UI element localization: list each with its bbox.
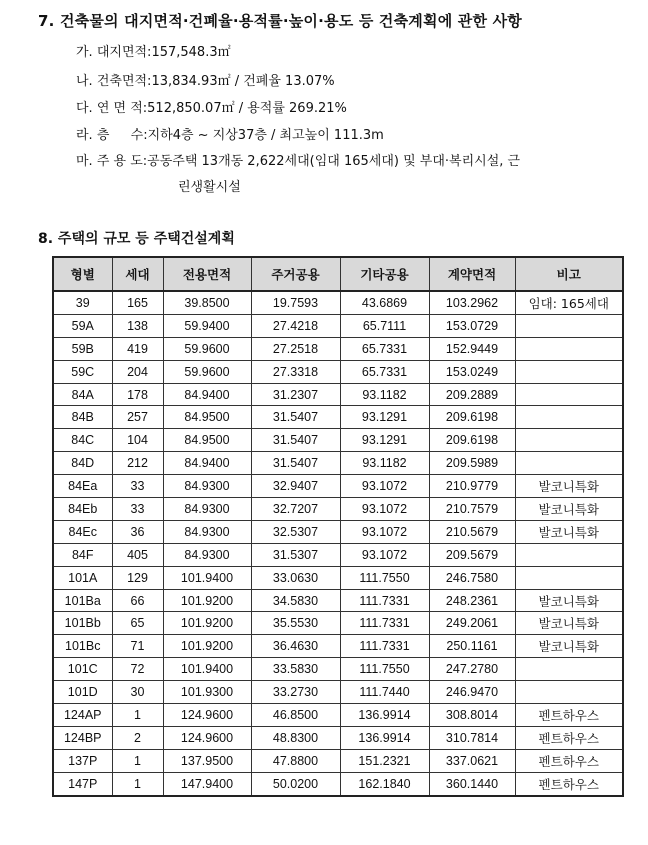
cell-exclusive-area: 101.9400 xyxy=(163,566,251,589)
cell-remarks: 펜트하우스 xyxy=(515,704,623,727)
cell-other-common: 43.6869 xyxy=(340,291,429,314)
item-value: 13,834.93㎡ / 건폐율 13.07% xyxy=(151,74,335,89)
cell-units: 33 xyxy=(112,498,163,521)
cell-type: 84B xyxy=(53,406,112,429)
cell-residential-common: 47.8800 xyxy=(251,749,340,772)
cell-units: 65 xyxy=(112,612,163,635)
cell-contract-area: 209.5989 xyxy=(429,452,515,475)
cell-type: 101Ba xyxy=(53,589,112,612)
header-remarks: 비고 xyxy=(515,257,623,291)
cell-type: 124BP xyxy=(53,726,112,749)
cell-contract-area: 153.0729 xyxy=(429,314,515,337)
table-row xyxy=(53,681,623,704)
table-row xyxy=(53,772,623,795)
cell-residential-common: 31.5407 xyxy=(251,429,340,452)
table-row xyxy=(53,498,623,521)
cell-units: 66 xyxy=(112,589,163,612)
cell-units: 129 xyxy=(112,566,163,589)
table-row xyxy=(53,314,623,337)
cell-type: 84Eb xyxy=(53,498,112,521)
cell-remarks xyxy=(515,681,623,704)
cell-contract-area: 153.0249 xyxy=(429,360,515,383)
cell-type: 84C xyxy=(53,429,112,452)
cell-contract-area: 310.7814 xyxy=(429,726,515,749)
cell-contract-area: 337.0621 xyxy=(429,749,515,772)
cell-exclusive-area: 124.9600 xyxy=(163,726,251,749)
table-row xyxy=(53,406,623,429)
cell-remarks xyxy=(515,429,623,452)
item-value: 512,850.07㎡ / 용적률 269.21% xyxy=(147,101,347,116)
header-exclusive-area: 전용면적 xyxy=(163,257,251,291)
cell-units: 257 xyxy=(112,406,163,429)
cell-type: 59C xyxy=(53,360,112,383)
table-row xyxy=(53,704,623,727)
cell-residential-common: 36.4630 xyxy=(251,635,340,658)
cell-residential-common: 19.7593 xyxy=(251,291,340,314)
cell-other-common: 93.1072 xyxy=(340,475,429,498)
item-site-area xyxy=(76,41,231,60)
cell-other-common: 65.7331 xyxy=(340,360,429,383)
cell-other-common: 65.7331 xyxy=(340,337,429,360)
cell-exclusive-area: 39.8500 xyxy=(163,291,251,314)
cell-other-common: 93.1291 xyxy=(340,406,429,429)
cell-type: 59A xyxy=(53,314,112,337)
cell-units: 1 xyxy=(112,749,163,772)
cell-type: 59B xyxy=(53,337,112,360)
item-value: 공동주택 13개동 2,622세대(임대 165세대) 및 부대·복리시설, 근 xyxy=(147,154,521,169)
item-label: 나. 건축면적: xyxy=(76,74,152,89)
cell-remarks: 펜트하우스 xyxy=(515,749,623,772)
cell-residential-common: 32.9407 xyxy=(251,475,340,498)
cell-remarks xyxy=(515,360,623,383)
cell-units: 419 xyxy=(112,337,163,360)
cell-units: 30 xyxy=(112,681,163,704)
cell-other-common: 111.7550 xyxy=(340,658,429,681)
cell-other-common: 111.7331 xyxy=(340,589,429,612)
cell-remarks: 발코니특화 xyxy=(515,498,623,521)
housing-plan-table xyxy=(52,256,624,797)
table-row xyxy=(53,360,623,383)
cell-units: 36 xyxy=(112,520,163,543)
item-floors xyxy=(76,124,384,143)
cell-residential-common: 35.5530 xyxy=(251,612,340,635)
cell-remarks: 발코니특화 xyxy=(515,475,623,498)
cell-residential-common: 32.5307 xyxy=(251,520,340,543)
cell-exclusive-area: 101.9200 xyxy=(163,612,251,635)
item-total-floor-area xyxy=(76,97,347,116)
cell-remarks: 발코니특화 xyxy=(515,520,623,543)
table-row xyxy=(53,337,623,360)
cell-exclusive-area: 84.9300 xyxy=(163,520,251,543)
cell-contract-area: 103.2962 xyxy=(429,291,515,314)
table-row xyxy=(53,589,623,612)
cell-exclusive-area: 84.9400 xyxy=(163,383,251,406)
cell-other-common: 93.1072 xyxy=(340,498,429,521)
cell-residential-common: 31.5307 xyxy=(251,543,340,566)
cell-type: 101D xyxy=(53,681,112,704)
cell-type: 147P xyxy=(53,772,112,795)
cell-units: 178 xyxy=(112,383,163,406)
cell-exclusive-area: 84.9500 xyxy=(163,429,251,452)
cell-contract-area: 209.2889 xyxy=(429,383,515,406)
cell-contract-area: 249.2061 xyxy=(429,612,515,635)
table-row xyxy=(53,566,623,589)
table-row xyxy=(53,291,623,314)
cell-exclusive-area: 101.9400 xyxy=(163,658,251,681)
cell-other-common: 111.7550 xyxy=(340,566,429,589)
cell-contract-area: 246.9470 xyxy=(429,681,515,704)
cell-type: 101Bb xyxy=(53,612,112,635)
cell-other-common: 65.7111 xyxy=(340,314,429,337)
cell-remarks xyxy=(515,543,623,566)
cell-contract-area: 250.1161 xyxy=(429,635,515,658)
cell-remarks: 펜트하우스 xyxy=(515,772,623,795)
cell-exclusive-area: 101.9200 xyxy=(163,635,251,658)
cell-exclusive-area: 59.9600 xyxy=(163,337,251,360)
cell-remarks: 펜트하우스 xyxy=(515,726,623,749)
cell-type: 124AP xyxy=(53,704,112,727)
cell-contract-area: 209.6198 xyxy=(429,429,515,452)
cell-type: 84F xyxy=(53,543,112,566)
cell-remarks xyxy=(515,383,623,406)
cell-exclusive-area: 84.9300 xyxy=(163,543,251,566)
cell-remarks: 발코니특화 xyxy=(515,635,623,658)
header-contract-area: 계약면적 xyxy=(429,257,515,291)
cell-type: 101Bc xyxy=(53,635,112,658)
cell-units: 33 xyxy=(112,475,163,498)
section-7-title: 7. 건축물의 대지면적·건폐율·용적률·높이·용도 등 건축계획에 관한 사항 xyxy=(38,12,522,30)
item-label: 다. 연 면 적: xyxy=(76,101,148,116)
cell-units: 1 xyxy=(112,704,163,727)
cell-contract-area: 209.6198 xyxy=(429,406,515,429)
item-value: 지하4층 ~ 지상37층 / 최고높이 111.3m xyxy=(147,128,384,143)
cell-residential-common: 31.2307 xyxy=(251,383,340,406)
table-row xyxy=(53,749,623,772)
cell-exclusive-area: 137.9500 xyxy=(163,749,251,772)
cell-remarks xyxy=(515,658,623,681)
cell-exclusive-area: 84.9500 xyxy=(163,406,251,429)
header-type: 형별 xyxy=(53,257,112,291)
cell-remarks xyxy=(515,337,623,360)
cell-type: 84A xyxy=(53,383,112,406)
item-main-use xyxy=(76,150,520,169)
cell-exclusive-area: 84.9300 xyxy=(163,498,251,521)
cell-remarks xyxy=(515,452,623,475)
cell-other-common: 136.9914 xyxy=(340,726,429,749)
cell-exclusive-area: 101.9200 xyxy=(163,589,251,612)
cell-exclusive-area: 147.9400 xyxy=(163,772,251,795)
table-row xyxy=(53,543,623,566)
cell-exclusive-area: 101.9300 xyxy=(163,681,251,704)
cell-remarks xyxy=(515,406,623,429)
cell-exclusive-area: 59.9600 xyxy=(163,360,251,383)
cell-units: 2 xyxy=(112,726,163,749)
cell-contract-area: 210.5679 xyxy=(429,520,515,543)
cell-remarks: 발코니특화 xyxy=(515,589,623,612)
cell-contract-area: 209.5679 xyxy=(429,543,515,566)
item-value: 157,548.3㎡ xyxy=(151,45,231,60)
cell-type: 101C xyxy=(53,658,112,681)
cell-residential-common: 48.8300 xyxy=(251,726,340,749)
table-row xyxy=(53,452,623,475)
cell-residential-common: 27.4218 xyxy=(251,314,340,337)
cell-contract-area: 210.9779 xyxy=(429,475,515,498)
cell-remarks xyxy=(515,314,623,337)
item-building-area xyxy=(76,70,335,89)
header-residential-common: 주거공용 xyxy=(251,257,340,291)
cell-residential-common: 27.2518 xyxy=(251,337,340,360)
cell-contract-area: 152.9449 xyxy=(429,337,515,360)
cell-other-common: 93.1072 xyxy=(340,543,429,566)
cell-residential-common: 33.2730 xyxy=(251,681,340,704)
cell-residential-common: 31.5407 xyxy=(251,406,340,429)
table-row xyxy=(53,475,623,498)
cell-type: 84Ec xyxy=(53,520,112,543)
table-row xyxy=(53,635,623,658)
item-label: 마. 주 용 도: xyxy=(76,154,148,169)
cell-type: 84D xyxy=(53,452,112,475)
cell-contract-area: 210.7579 xyxy=(429,498,515,521)
cell-units: 204 xyxy=(112,360,163,383)
cell-type: 39 xyxy=(53,291,112,314)
cell-residential-common: 50.0200 xyxy=(251,772,340,795)
cell-residential-common: 33.0630 xyxy=(251,566,340,589)
cell-exclusive-area: 124.9600 xyxy=(163,704,251,727)
cell-other-common: 111.7331 xyxy=(340,635,429,658)
header-units: 세대 xyxy=(112,257,163,291)
table-row xyxy=(53,383,623,406)
cell-units: 72 xyxy=(112,658,163,681)
table-row xyxy=(53,726,623,749)
cell-exclusive-area: 84.9300 xyxy=(163,475,251,498)
item-label: 가. 대지면적: xyxy=(76,45,152,60)
cell-residential-common: 27.3318 xyxy=(251,360,340,383)
cell-residential-common: 31.5407 xyxy=(251,452,340,475)
cell-other-common: 93.1182 xyxy=(340,383,429,406)
cell-units: 104 xyxy=(112,429,163,452)
item-label: 라. 층 수: xyxy=(76,128,148,143)
cell-other-common: 93.1291 xyxy=(340,429,429,452)
cell-other-common: 162.1840 xyxy=(340,772,429,795)
cell-other-common: 93.1072 xyxy=(340,520,429,543)
table-row xyxy=(53,612,623,635)
table-row xyxy=(53,520,623,543)
cell-residential-common: 34.5830 xyxy=(251,589,340,612)
cell-units: 405 xyxy=(112,543,163,566)
cell-other-common: 111.7440 xyxy=(340,681,429,704)
cell-units: 1 xyxy=(112,772,163,795)
cell-units: 138 xyxy=(112,314,163,337)
cell-units: 212 xyxy=(112,452,163,475)
cell-residential-common: 46.8500 xyxy=(251,704,340,727)
table-header-row xyxy=(53,257,623,291)
cell-other-common: 93.1182 xyxy=(340,452,429,475)
cell-type: 84Ea xyxy=(53,475,112,498)
cell-contract-area: 248.2361 xyxy=(429,589,515,612)
cell-residential-common: 33.5830 xyxy=(251,658,340,681)
header-other-common: 기타공용 xyxy=(340,257,429,291)
cell-contract-area: 247.2780 xyxy=(429,658,515,681)
table-row xyxy=(53,658,623,681)
cell-remarks: 임대: 165세대 xyxy=(515,291,623,314)
cell-units: 165 xyxy=(112,291,163,314)
cell-other-common: 111.7331 xyxy=(340,612,429,635)
cell-residential-common: 32.7207 xyxy=(251,498,340,521)
cell-units: 71 xyxy=(112,635,163,658)
cell-remarks xyxy=(515,566,623,589)
section-8-title: 8. 주택의 규모 등 주택건설계획 xyxy=(38,231,235,247)
cell-remarks: 발코니특화 xyxy=(515,612,623,635)
cell-contract-area: 308.8014 xyxy=(429,704,515,727)
cell-exclusive-area: 84.9400 xyxy=(163,452,251,475)
item-main-use-continuation: 린생활시설 xyxy=(178,180,241,195)
table-row xyxy=(53,429,623,452)
cell-type: 137P xyxy=(53,749,112,772)
cell-exclusive-area: 59.9400 xyxy=(163,314,251,337)
cell-other-common: 151.2321 xyxy=(340,749,429,772)
cell-contract-area: 360.1440 xyxy=(429,772,515,795)
cell-type: 101A xyxy=(53,566,112,589)
cell-other-common: 136.9914 xyxy=(340,704,429,727)
cell-contract-area: 246.7580 xyxy=(429,566,515,589)
